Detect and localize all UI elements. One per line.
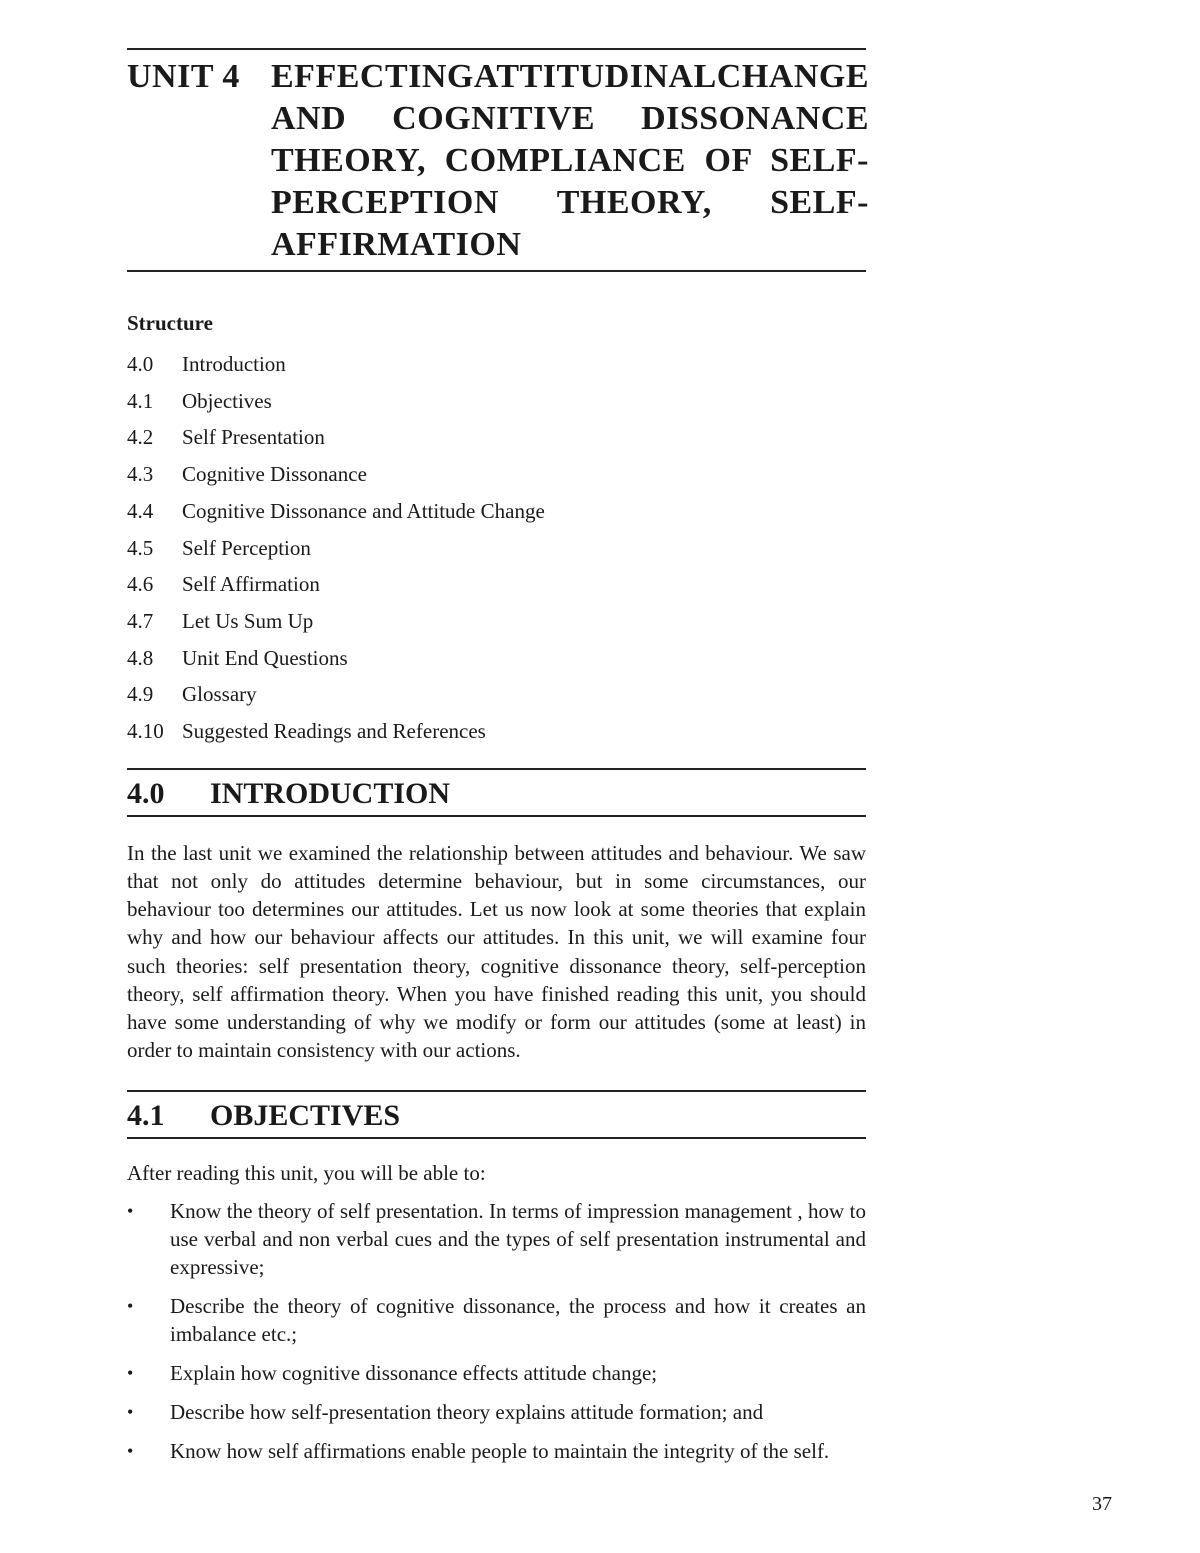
structure-item [127,456,866,493]
unit-title-line: AND COGNITIVE DISSONANCE [271,100,870,137]
structure-item [127,493,866,530]
unit-bottom-rule [127,270,866,272]
structure-item-number: 4.6 [127,572,154,597]
unit-title-line: EFFECTINGATTITUDINALCHANGE [271,58,870,95]
bullet-icon: • [127,1402,134,1423]
structure-heading: Structure [127,311,213,335]
structure-item-number: 4.4 [127,498,154,523]
structure-item [127,713,866,750]
objective-item [127,1197,866,1281]
structure-item-label: Objectives [182,388,272,413]
introduction-paragraph: In the last unit we examined the relationship between attitudes and behaviour. We saw that not only do attitudes determine behaviour, but in some circumstances, our behaviour too determines our attitudes. Let us now look at some theories that explain why and how our behaviour affects our attitudes. In this unit, we will examine four such theories: self presentation theory, cognitive dissonance theory, self-perception theory, self affirmation theory. When you have finished reading this unit, you should have some understanding of why we modify or form our attitudes (some at least) in order to maintain consistency with our actions. [127,840,866,1063]
structure-item [127,383,866,420]
section-title: OBJECTIVES [210,1099,401,1133]
section-title: INTRODUCTION [210,776,451,810]
unit-title-line: AFFIRMATION [271,226,522,263]
structure-item [127,566,866,603]
objective-text: Explain how cognitive dissonance effects attitude change; [170,1361,658,1386]
unit-header [127,50,870,270]
structure-item [127,640,866,677]
section-bottom-rule [127,815,866,817]
bullet-icon: • [127,1441,134,1462]
structure-item-number: 4.1 [127,388,154,413]
objective-text: Describe how self-presentation theory explains attitude formation; and [170,1400,764,1425]
bullet-icon: • [127,1296,134,1317]
page-number: 37 [1092,1493,1112,1515]
objectives-list [127,1197,866,1465]
structure-item-label: Suggested Readings and References [182,719,486,744]
objective-item [127,1359,866,1387]
structure-item-label: Let Us Sum Up [182,608,314,633]
structure-item [127,419,866,456]
structure-item-label: Glossary [182,682,257,707]
structure-item-label: Self Perception [182,535,311,560]
objective-item [127,1437,866,1465]
structure-item-label: Unit End Questions [182,645,348,670]
objective-text: Describe the theory of cognitive dissonance, the process and how it creates an imbalance etc.; [170,1294,866,1347]
structure-item-number: 4.10 [127,719,164,744]
structure-list [127,346,866,750]
structure-item-label: Cognitive Dissonance and Attitude Change [182,498,545,523]
section-bottom-rule [127,1137,866,1139]
introduction-section [127,768,866,1065]
section-heading [127,1092,866,1137]
unit-title-line: PERCEPTION THEORY, SELF- [271,184,870,221]
structure-item-number: 4.9 [127,682,154,707]
unit-title-line: THEORY, COMPLIANCE OF SELF- [271,142,870,179]
structure-item-label: Cognitive Dissonance [182,462,367,487]
objective-item [127,1398,866,1426]
structure-item-label: Self Presentation [182,425,325,450]
bullet-icon: • [127,1201,134,1222]
objectives-lead: After reading this unit, you will be able to: [127,1161,486,1186]
structure-item-number: 4.0 [127,352,154,376]
structure-item-number: 4.3 [127,462,154,487]
section-heading [127,770,866,815]
structure-item-number: 4.8 [127,645,154,670]
structure-item-number: 4.2 [127,425,154,450]
structure-item-number: 4.7 [127,608,154,633]
objectives-section [127,1090,866,1465]
structure-item [127,676,866,713]
structure-item-label: Self Affirmation [182,572,320,597]
structure-item [127,603,866,640]
structure-item [127,346,866,383]
unit-title [271,56,869,266]
objective-text: Know how self affirmations enable people to maintain the integrity of the self. [170,1439,830,1464]
bullet-icon: • [127,1363,134,1384]
structure-item-number: 4.5 [127,535,154,560]
unit-label: UNIT 4 [127,58,240,95]
section-number: 4.0 [127,776,165,810]
section-number: 4.1 [127,1099,165,1133]
objective-item [127,1292,866,1348]
objective-text: Know the theory of self presentation. In terms of impression management , how to use verbal and non verbal cues and the types of self presentation instrumental and expressive; [170,1199,866,1280]
structure-item-label: Introduction [182,352,286,376]
structure-item [127,530,866,567]
document-page [127,48,870,1476]
